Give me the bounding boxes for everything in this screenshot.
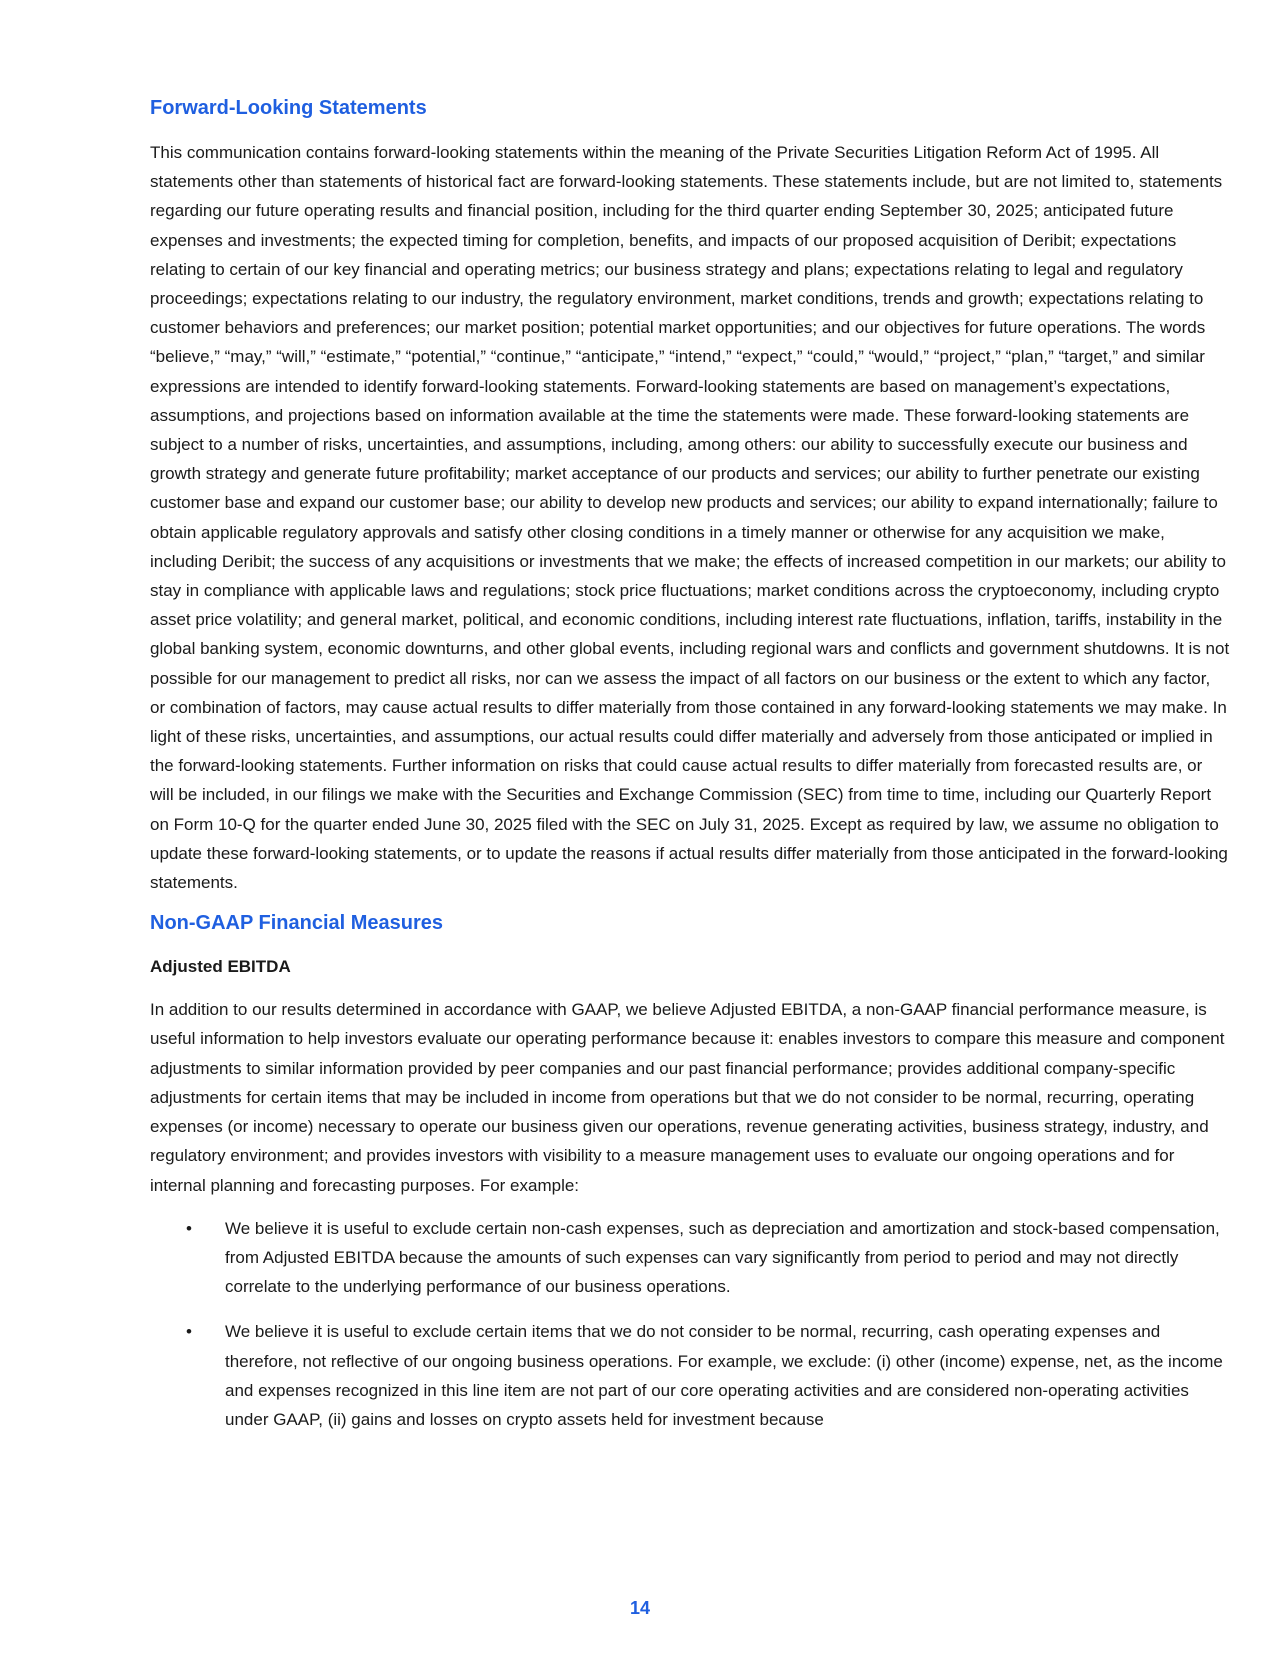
forward-looking-heading: Forward-Looking Statements xyxy=(150,97,427,119)
bullet-icon: • xyxy=(186,1322,192,1342)
adjusted-ebitda-bullet-list xyxy=(150,1214,1230,1434)
bullet-icon: • xyxy=(186,1218,192,1238)
page-number: 14 xyxy=(629,1598,651,1618)
list-item xyxy=(150,1214,1230,1302)
list-item xyxy=(150,1317,1230,1434)
adjusted-ebitda-paragraph: In addition to our results determined in accordance with GAAP, we believe Adjusted EBITDA, a non-GAAP financial performance measure, is useful information to help investors evaluate our operating performance because it: enables investors to compare this measure and component adjustments to similar information provided by peer companies and our past financial performance; provides additional company-specific adjustments for certain items that may be included in income from operations but that we do not consider to be normal, recurring, operating expenses (or income) necessary to operate our business given our operations, revenue generating activities, business strategy, industry, and regulatory environment; and provides investors with visibility to a measure management uses to evaluate our ongoing operations and for internal planning and forecasting purposes. For example: xyxy=(150,1000,1225,1195)
document-page xyxy=(150,96,1230,1450)
bullet-text: We believe it is useful to exclude certain non-cash expenses, such as depreciation and amortization and stock-based compensation, from Adjusted EBITDA because the amounts of such expenses can vary significantly from period to period and may not directly correlate to the underlying performance of our business operations. xyxy=(225,1218,1220,1297)
non-gaap-heading: Non-GAAP Financial Measures xyxy=(150,912,444,935)
forward-looking-paragraph: This communication contains forward-looking statements within the meaning of the Private Securities Litigation Reform Act of 1995. All statements other than statements of historical fact are forward-looking statements. These statements include, but are not limited to, statements regarding our future operating results and financial position, including for the third quarter ending September 30, 2025; anticipated future expenses and investments; the expected timing for completion, benefits, and impacts of our proposed acquisition of Deribit; expectations relating to certain of our key financial and operating metrics; our business strategy and plans; expectations relating to legal and regulatory proceedings; expectations relating to our industry, the regulatory environment, market conditions, trends and growth; expectations relating to customer behaviors and preferences; our market position; potential market opportunities; and our objectives for future operations. The words “believe,” “may,” “will,” “estimate,” “potential,” “continue,” “anticipate,” “intend,” “expect,” “could,” “would,” “project,” “plan,” “target,” and similar expressions are intended to identify forward-looking statements. Forward-looking statements are based on management’s expectations, assumptions, and projections based on information available at the time the statements were made. These forward-looking statements are subject to a number of risks, uncertainties, and assumptions, including, among others: our ability to successfully execute our business and growth strategy and generate future profitability; market acceptance of our products and services; our ability to further penetrate our existing customer base and expand our customer base; our ability to develop new products and services; our ability to expand internationally; failure to obtain applicable regulatory approvals and satisfy other closing conditions in a timely manner or otherwise for any acquisition we make, including Deribit; the success of any acquisitions or investments that we make; the effects of increased competition in our markets; our ability to stay in compliance with applicable laws and regulations; stock price fluctuations; market conditions across the cryptoeconomy, including crypto asset price volatility; and general market, political, and economic conditions, including interest rate fluctuations, inflation, tariffs, instability in the global banking system, economic downturns, and other global events, including regional wars and conflicts and government shutdowns. It is not possible for our management to predict all risks, nor can we assess the impact of all factors on our business or the extent to which any factor, or combination of factors, may cause actual results to differ materially from those contained in any forward-looking statements we may make. In light of these risks, uncertainties, and assumptions, our actual results could differ materially and adversely from those anticipated or implied in the forward-looking statements. Further information on risks that could cause actual results to differ materially from forecasted results are, or will be included, in our filings we make with the Securities and Exchange Commission (SEC) from time to time, including our Quarterly Report on Form 10-Q for the quarter ended June 30, 2025 filed with the SEC on July 31, 2025. Except as required by law, we assume no obligation to update these forward-looking statements, or to update the reasons if actual results differ materially from those anticipated in the forward-looking statements. xyxy=(150,143,1230,893)
adjusted-ebitda-subheading: Adjusted EBITDA xyxy=(150,957,291,977)
bullet-text: We believe it is useful to exclude certain items that we do not consider to be normal, recurring, cash operating expenses and therefore, not reflective of our ongoing business operations. For example, we exclude: (i) other (income) expense, net, as the income and expenses recognized in this line item are not part of our core operating activities and are considered non-operating activities under GAAP, (ii) gains and losses on crypto assets held for investment because xyxy=(225,1322,1223,1429)
